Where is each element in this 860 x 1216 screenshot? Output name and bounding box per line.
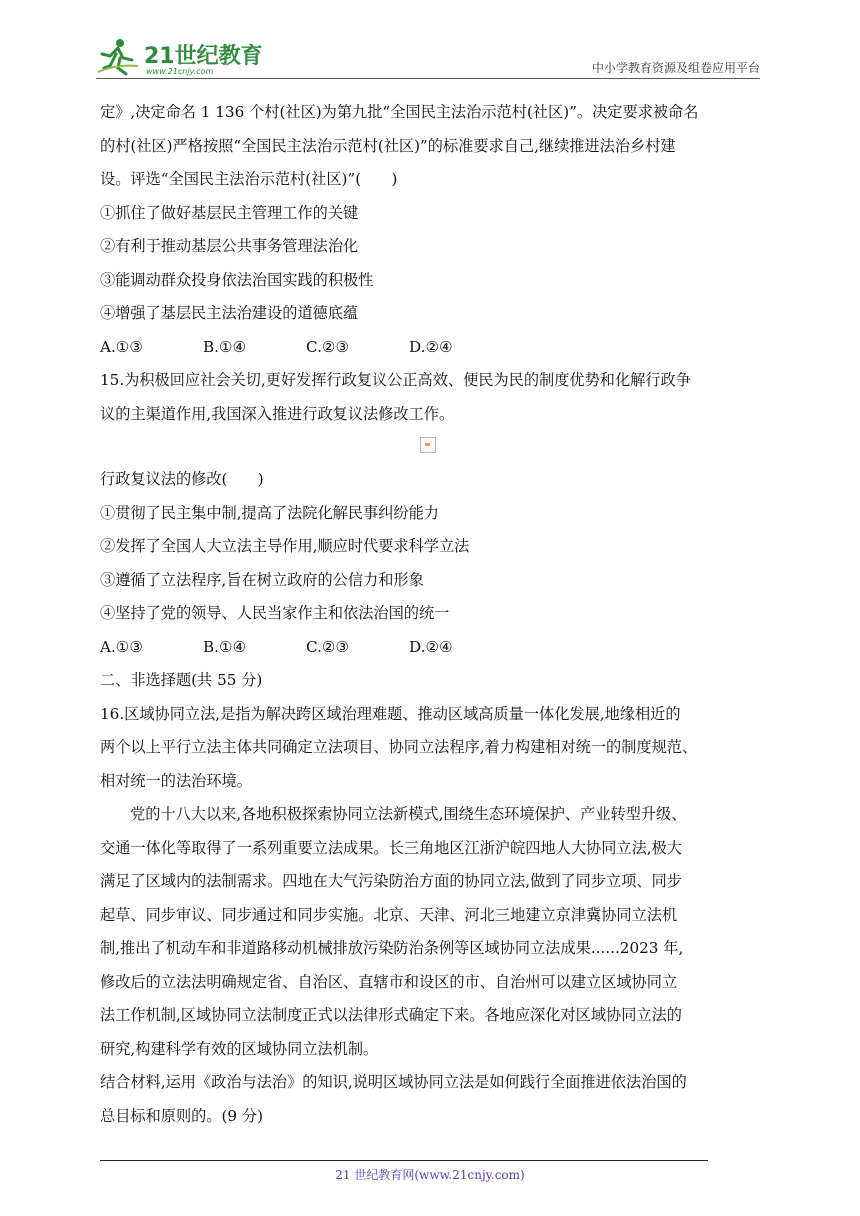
q16-para-line: 制,推出了机动车和非道路移动机械排放污染防治条例等区域协同立法成果......2023 年, (100, 939, 684, 957)
q16-para-line: 研究,构建科学有效的区域协同立法机制。 (100, 1039, 379, 1058)
q15-figure (100, 431, 766, 463)
option-d: D.②④ (409, 637, 453, 656)
q16-para-line: 满足了区域内的法制需求。四地在大气污染防治方面的协同立法,做到了同步立项、同步 (100, 872, 682, 890)
q16-intro-line: 相对统一的法治环境。 (100, 771, 252, 790)
q16-para-line: 交通一体化等取得了一系列重要立法成果。长三角地区江浙沪皖四地人大协同立法,极大 (100, 838, 682, 857)
q14-line: 设。评选“全国民主法治示范村(社区)”( ) (100, 170, 398, 188)
q14-line: 的村(社区)严格按照“全国民主法治示范村(社区)”的标准要求自己,继续推进法治乡村建 (100, 136, 676, 155)
q14-options (100, 331, 766, 365)
option-b: B.①④ (203, 337, 247, 356)
q15-item: ②发挥了全国人大立法主导作用,顺应时代要求科学立法 (100, 537, 470, 555)
option-a: A.①③ (100, 337, 144, 356)
q15-item: ①贯彻了民主集中制,提高了法院化解民事纠纷能力 (100, 503, 439, 522)
q16-para-line: 党的十八大以来,各地积极探索协同立法新模式,围绕生态环境保护、产业转型升级、 (130, 805, 687, 823)
page-header (96, 36, 760, 82)
option-b: B.①④ (203, 637, 247, 656)
option-d: D.②④ (409, 337, 453, 356)
q14-line: 定》,决定命名 1 136 个村(社区)为第九批“全国民主法治示范村(社区)”。决定要求被命名 (100, 103, 699, 121)
q14-item: ①抓住了做好基层民主管理工作的关键 (100, 203, 359, 222)
section-title: 二、非选择题(共 55 分) (100, 671, 263, 689)
q16-question-line: 结合材料,运用《政治与法治》的知识,说明区域协同立法是如何践行全面推进依法治国的 (100, 1073, 687, 1091)
q16-para-line: 起草、同步审议、同步通过和同步实施。北京、天津、河北三地建立京津冀协同立法机 (100, 905, 678, 924)
q14-item: ③能调动群众投身依法治国实践的积极性 (100, 270, 374, 289)
q15-line: 15.为积极回应社会关切,更好发挥行政复议公正高效、便民为民的制度优势和化解行政争 (100, 371, 691, 389)
broken-image-icon (420, 437, 436, 453)
page-content (100, 96, 766, 1133)
q16-intro-line: 两个以上平行立法主体共同确定立法项目、协同立法程序,着力构建相对统一的制度规范、 (100, 738, 698, 756)
platform-name: 中小学教育资源及组卷应用平台 (591, 61, 760, 75)
q16-para-line: 法工作机制,区域协同立法制度正式以法律形式确定下来。各地应深化对区域协同立法的 (100, 1006, 682, 1024)
option-c: C.②③ (306, 637, 350, 656)
runner-icon (98, 39, 138, 74)
q16-para-line: 修改后的立法法明确规定省、自治区、直辖市和设区的市、自治州可以建立区域协同立 (100, 972, 678, 991)
q15-item: ④坚持了党的领导、人民当家作主和依法治国的统一 (100, 604, 450, 622)
logo-url: www.21cnjy.com (146, 67, 214, 76)
site-logo (96, 36, 266, 78)
q15-item: ③遵循了立法程序,旨在树立政府的公信力和形象 (100, 570, 424, 589)
option-a: A.①③ (100, 637, 144, 656)
q14-item: ②有利于推动基层公共事务管理法治化 (100, 237, 359, 255)
q15-options (100, 631, 766, 665)
page-footer: 21 世纪教育网(www.21cnjy.com) (335, 1168, 525, 1182)
q14-item: ④增强了基层民主法治建设的道德底蕴 (100, 304, 359, 322)
header-divider (96, 78, 760, 79)
footer-divider (100, 1160, 708, 1161)
option-c: C.②③ (306, 337, 350, 356)
q16-intro-line: 16.区域协同立法,是指为解决跨区域治理难题、推动区域高质量一体化发展,地缘相近的 (100, 704, 681, 723)
q15-line: 议的主渠道作用,我国深入推进行政复议法修改工作。 (100, 404, 455, 423)
q16-question-line: 总目标和原则的。(9 分) (100, 1106, 264, 1125)
q15-stem: 行政复议法的修改( ) (100, 470, 264, 488)
logo-title: 21世纪教育 (144, 44, 263, 69)
